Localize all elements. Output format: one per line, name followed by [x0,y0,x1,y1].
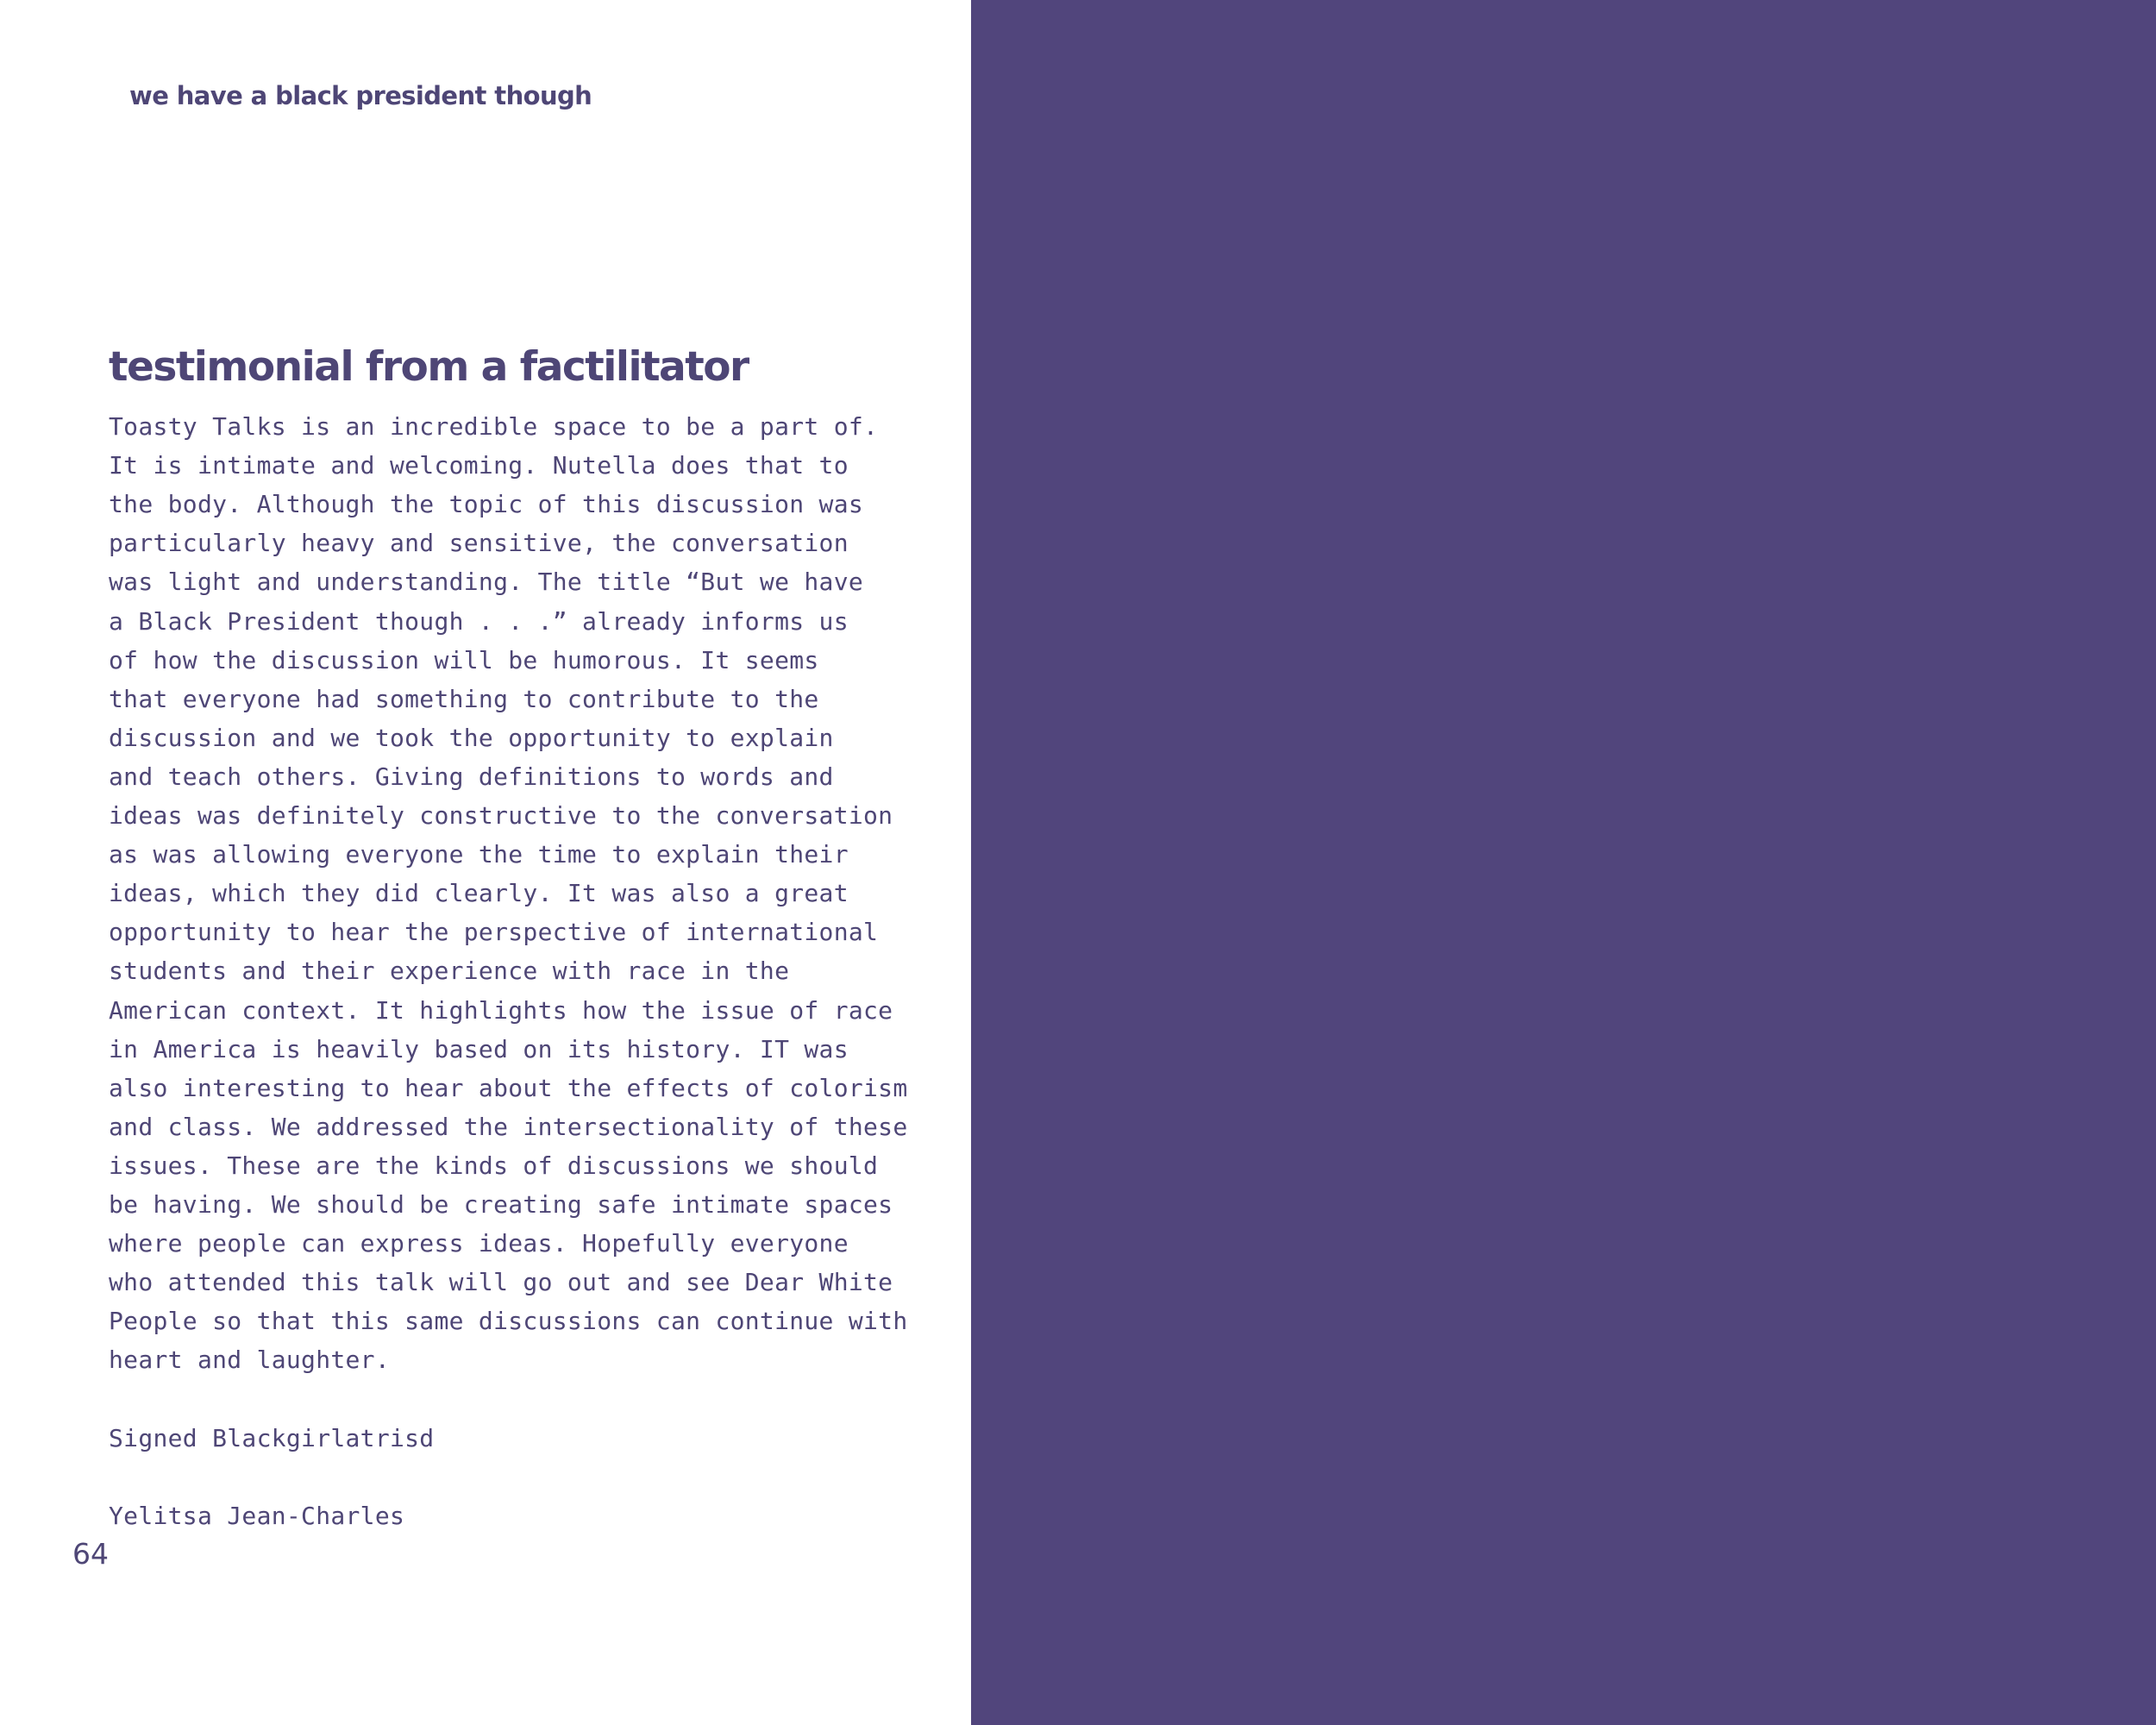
body-line: It is intimate and welcoming. Nutella does that to [109,451,849,480]
body-line: ideas was definitely constructive to the conversation [109,801,893,830]
body-line: ideas, which they did clearly. It was also a great [109,879,849,907]
body-line: American context. It highlights how the issue of race [109,996,893,1025]
body-line: heart and laughter. [109,1346,390,1374]
body-line: a Black President though . . .” already informs us [109,607,849,636]
body-line: where people can express ideas. Hopefully everyone [109,1229,849,1258]
body-line: People so that this same discussions can continue with [109,1307,908,1335]
running-head: we have a black president though [129,81,592,110]
signature-line: Signed Blackgirlatrisd [109,1424,435,1452]
body-line: in America is heavily based on its history. IT was [109,1035,849,1063]
body-line: who attended this talk will go out and see Dear White [109,1268,893,1296]
body-line: students and their experience with race in the [109,957,790,985]
body-line: was light and understanding. The title “But we have [109,568,864,596]
author-name: Yelitsa Jean-Charles [109,1502,405,1530]
body-line: opportunity to hear the perspective of international [109,918,879,946]
body-line: discussion and we took the opportunity to explain [109,724,834,752]
body-line: Toasty Talks is an incredible space to be a part of. [109,412,879,441]
page-number: 64 [72,1537,109,1571]
body-line: issues. These are the kinds of discussions we should [109,1151,879,1180]
section-heading: testimonial from a factilitator [109,343,749,391]
body-line: particularly heavy and sensitive, the conversation [109,529,849,557]
body-line: the body. Although the topic of this discussion was [109,490,864,518]
body-line: and teach others. Giving definitions to words and [109,762,834,791]
body-line: of how the discussion will be humorous. It seems [109,646,819,674]
body-line: that everyone had something to contribute to the [109,685,819,713]
body-line: be having. We should be creating safe intimate spaces [109,1190,893,1219]
color-panel [971,0,2156,1725]
body-line: and class. We addressed the intersectionality of these [109,1113,908,1141]
body-line: also interesting to hear about the effects of colorism [109,1074,908,1102]
left-page [0,0,971,1725]
body-line: as was allowing everyone the time to explain their [109,840,849,869]
